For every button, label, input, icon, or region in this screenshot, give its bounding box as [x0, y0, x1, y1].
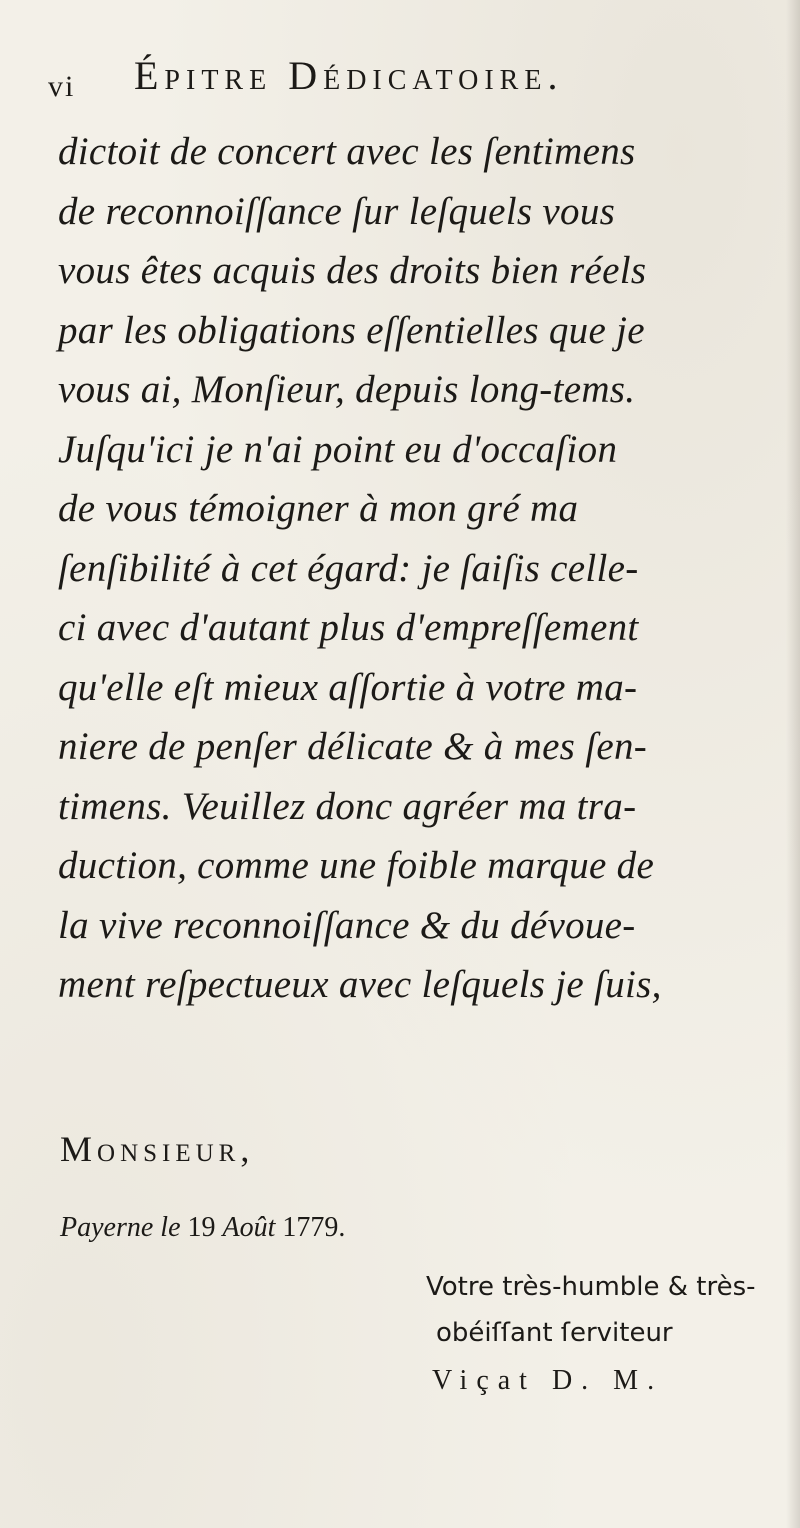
- text-line: duction, comme une foible marque de: [58, 844, 655, 887]
- running-head: [48, 52, 768, 112]
- text-line: par les obligations eſſentielles que je: [58, 308, 645, 352]
- salutation: Monsieur,: [60, 1129, 255, 1169]
- closing-line-2: obéiſſant ſerviteur: [436, 1318, 673, 1348]
- date-place: Payerne: [60, 1212, 154, 1243]
- text-line: de vous témoigner à mon gré ma: [58, 487, 579, 530]
- text-line: niere de penſer délicate & à mes ſen-: [58, 725, 648, 768]
- text-line: dictoit de concert avec les ſentimens: [58, 130, 636, 173]
- text-line: vous ai, Monſieur, depuis long-tems.: [58, 368, 636, 411]
- text-line: ſenſibilité à cet égard: je ſaiſis celle-: [58, 546, 639, 590]
- text-line: ment reſpectueux avec leſquels je ſuis,: [58, 963, 662, 1006]
- date-year: 1779.: [282, 1212, 346, 1243]
- signature: Viçat D. M.: [432, 1365, 664, 1396]
- dateline: [60, 1212, 345, 1244]
- text-line: timens. Veuillez donc agréer ma tra-: [58, 784, 637, 828]
- date-month: Août: [222, 1212, 276, 1243]
- text-line: Juſqu'ici je n'ai point eu d'occaſion: [58, 427, 618, 471]
- closing-block: [426, 1264, 786, 1406]
- text-line: ci avec d'autant plus d'empreſſement: [58, 606, 639, 649]
- text-line: de reconnoiſſance ſur leſquels vous: [58, 189, 616, 233]
- text-line: qu'elle eſt mieux aſſortie à votre ma-: [58, 665, 638, 709]
- running-head-title: Épitre Dédicatoire.: [134, 53, 564, 98]
- page-edge-shadow: [786, 0, 800, 1528]
- text-line: vous êtes acquis des droits bien réels: [58, 249, 647, 292]
- text-line: la vive reconnoiſſance & du dévoue-: [58, 903, 636, 947]
- closing-line-1: Votre très-humble & très-: [426, 1272, 756, 1302]
- date-day: 19: [187, 1212, 216, 1243]
- dedication-body: [58, 122, 778, 1015]
- date-le: le: [160, 1212, 181, 1243]
- page-folio: vi: [48, 70, 76, 103]
